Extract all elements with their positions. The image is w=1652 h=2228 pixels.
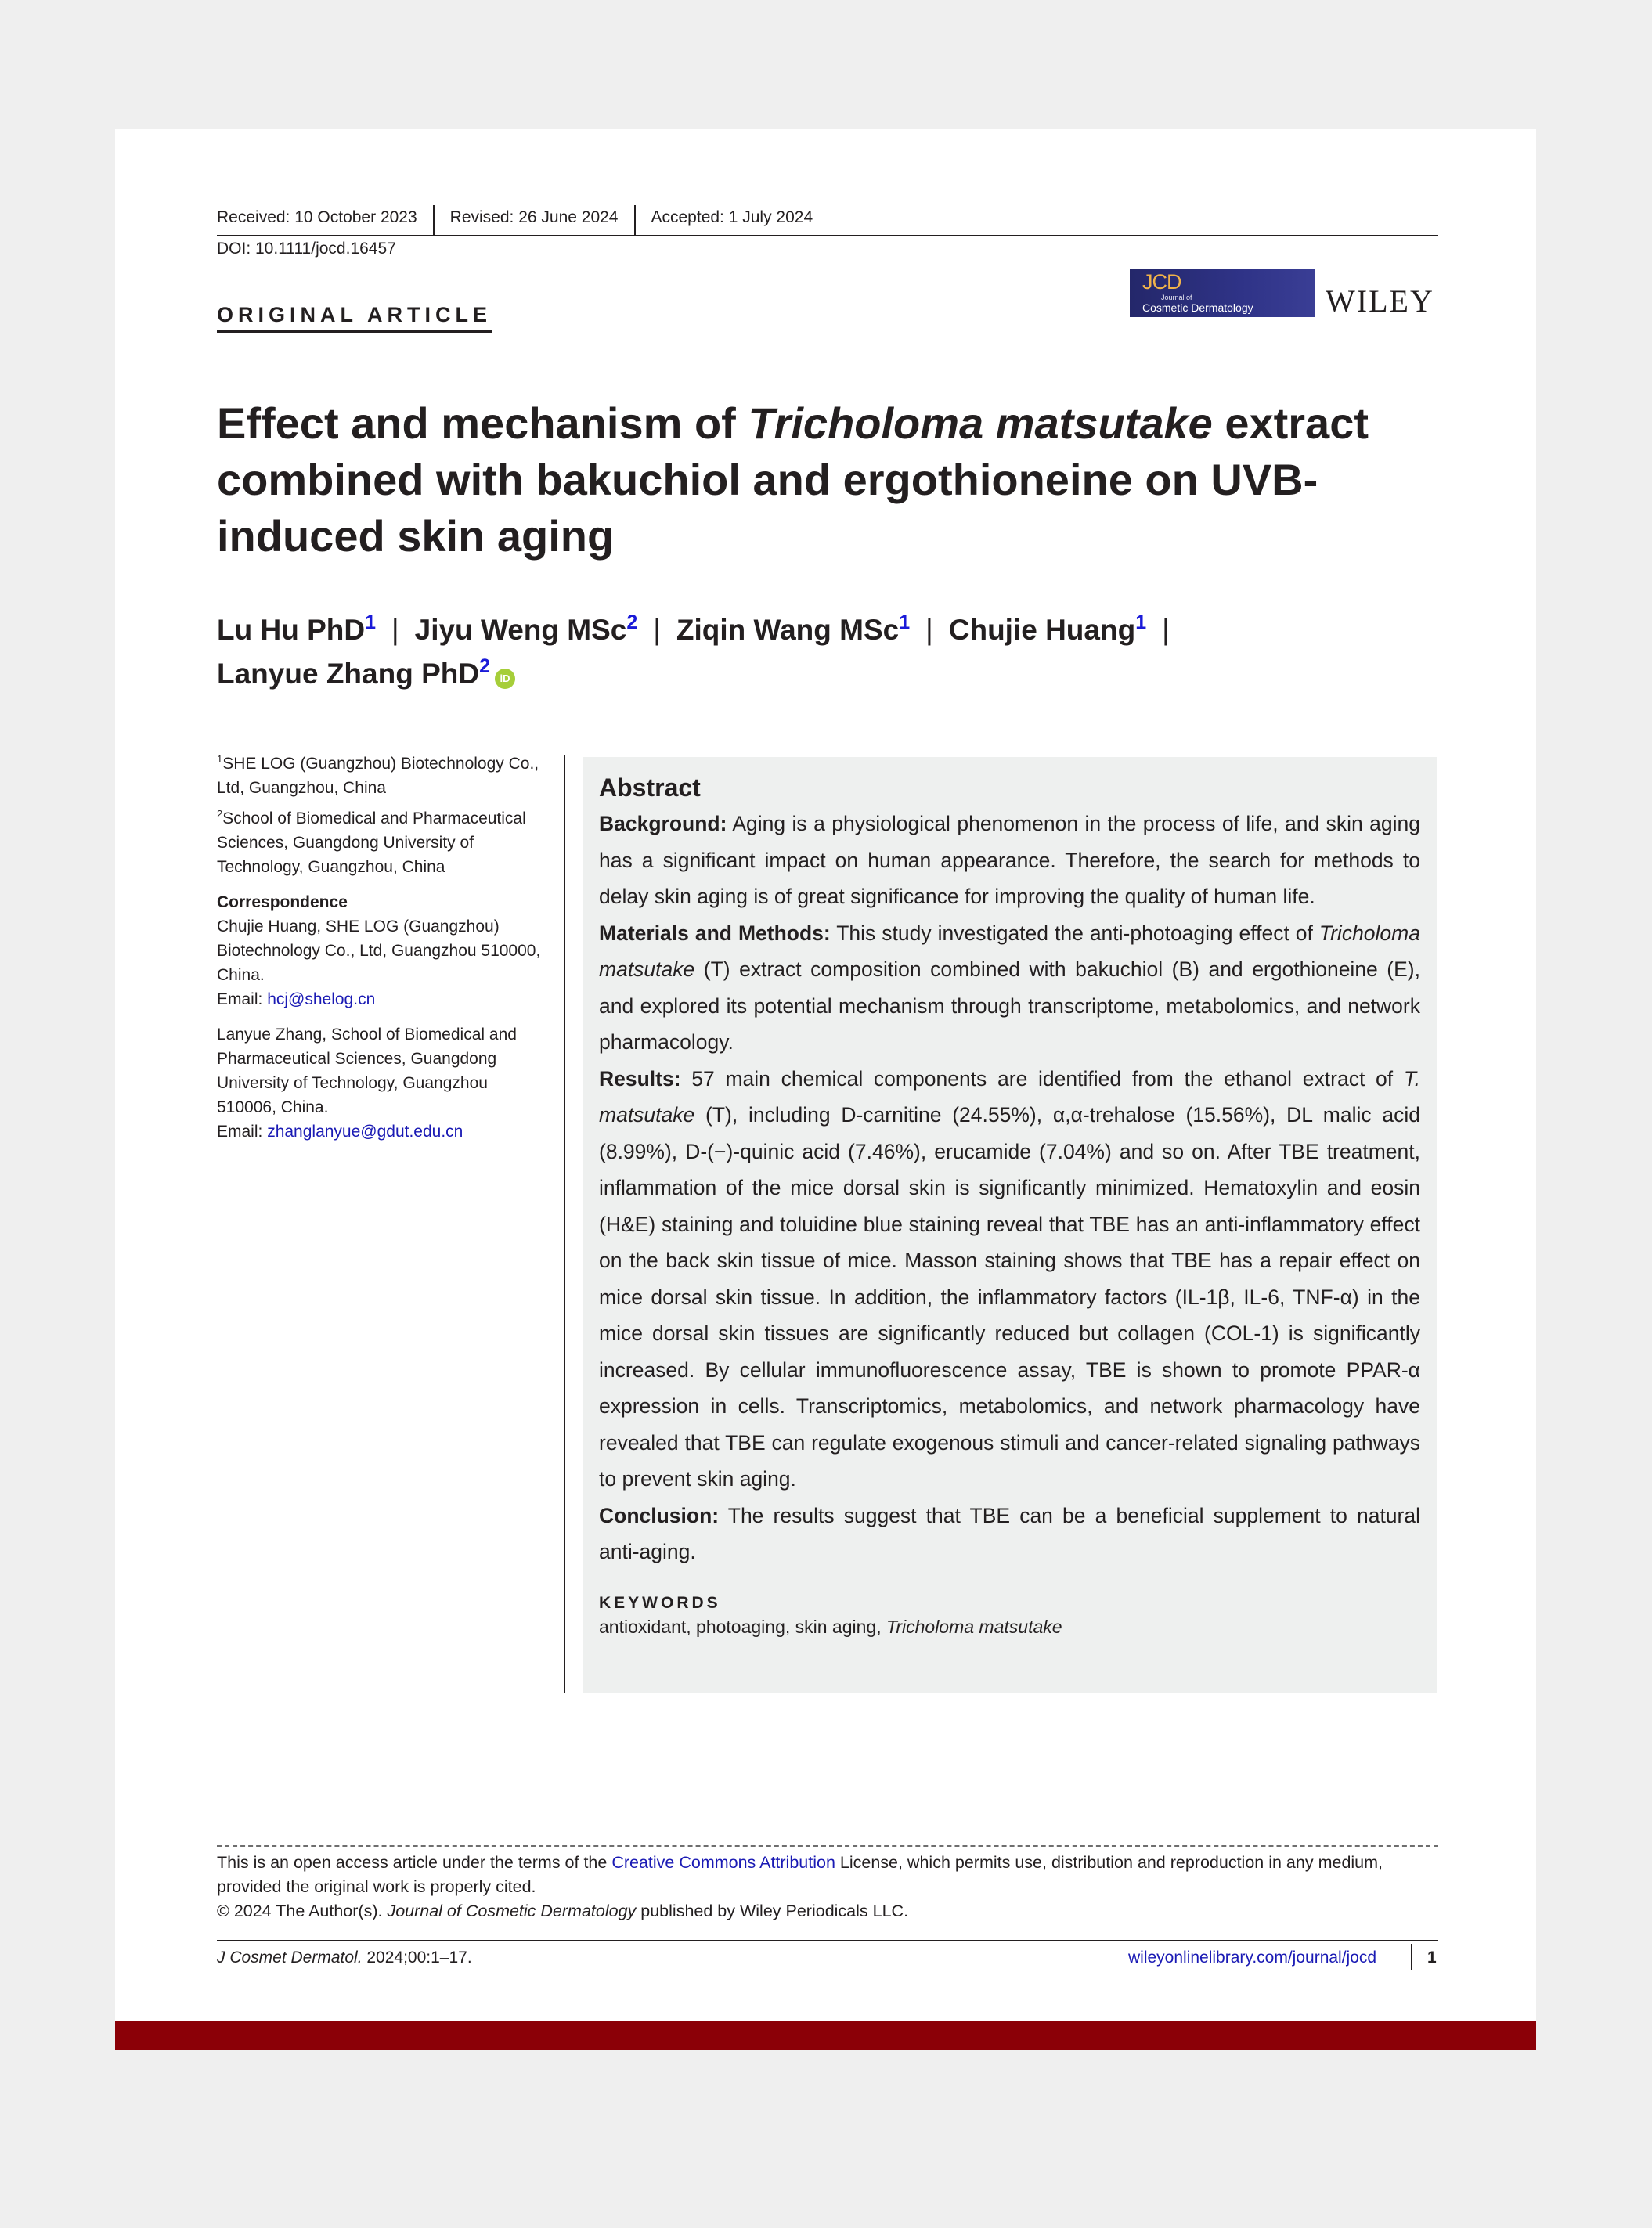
received-date: Received: 10 October 2023 [217,208,417,226]
section-text: Aging is a physiological phenomenon in the process of life, and skin aging has a significant impact on human appearance. Therefore, the search for methods to delay skin aging is of great significance for improving the quality of human life. [599,812,1420,908]
license-notice [217,1851,1446,1923]
copyright-journal: Journal of Cosmetic Dermatology [387,1902,637,1920]
journal-logo-abbrev: JCD [1142,270,1181,294]
abstract-heading: Abstract [599,773,701,802]
affiliation-item [217,752,546,800]
affiliation-number: 1 [217,753,223,765]
section-label: Conclusion: [599,1503,720,1527]
email-link[interactable]: hcj@shelog.cn [267,990,376,1008]
citation-details: 2024;00:1–17. [362,1949,472,1967]
author-separator: | [925,614,933,646]
abstract-methods [599,915,1420,1061]
author-name: Ziqin Wang MSc [676,614,900,646]
journal-logo-name: Cosmetic Dermatology [1142,301,1253,314]
affiliations-sidebar [217,752,546,1150]
author-name: Lanyue Zhang PhD [217,658,480,690]
species-name: Tricholoma matsutake [599,921,1420,981]
author-name: Jiyu Weng MSc [414,614,627,646]
copyright-part: published by Wiley Periodicals LLC. [636,1902,909,1920]
abstract-background [599,806,1420,915]
page-number: 1 [1427,1949,1437,1967]
affiliation-marker[interactable]: 2 [626,611,638,633]
title-part2: extract combined with bakuchiol and ergothioneine on UVB-induced skin aging [217,398,1369,561]
abstract-results [599,1061,1420,1498]
email-label: Email: [217,990,268,1008]
correspondence-text: Chujie Huang, SHE LOG (Guangzhou) Biotechnology Co., Ltd, Guangzhou 510000, China. [217,918,541,984]
author[interactable] [948,611,1147,646]
title-italic: Tricholoma matsutake [748,398,1213,448]
correspondence-entry [217,914,546,1011]
author-name: Lu Hu PhD [217,614,366,646]
author[interactable] [217,611,376,646]
abstract-body [599,806,1420,1570]
affiliation-text: SHE LOG (Guangzhou) Biotechnology Co., Ltd, Guangzhou, China [217,755,539,797]
bottom-color-bar [115,2021,1536,2050]
section-label: Background: [599,812,727,835]
keywords-text: antioxidant, photoaging, skin aging, [599,1616,886,1637]
author[interactable] [217,655,490,690]
affiliation-marker[interactable]: 1 [1135,611,1147,633]
section-text: (T), including D-carnitine (24.55%), α,α-trehalose (15.56%), DL malic acid (8.99%), D-(−)-quinic acid (7.46%), erucamide (7.04%) and so on. After TBE treatment, inflammation of the mice dorsal skin is significantly minimized. Hematoxylin and eosin (H&E) staining and toluidine blue staining reveal that TBE has an anti-inflammatory effect on the back skin tissue of mice. Masson staining shows that TBE has a repair effect on mice dorsal skin tissue. In addition, the inflammatory factors (IL-1β, IL-6, TNF-α) in the mice dorsal skin tissues are significantly reduced but collagen (COL-1) is significantly increased. By cellular immunofluorescence assay, TBE is shown to promote PPAR-α expression in cells. Transcriptomics, metabolomics, and network pharmacology have revealed that TBE can regulate exogenous stimuli and cancer-related signaling pathways to prevent skin aging. [599,1103,1420,1491]
section-text: This study investigated the anti-photoaging effect of [830,921,1319,945]
section-label: Results: [599,1066,681,1091]
sidebar-divider [564,755,565,1693]
license-text [217,1851,1446,1899]
publisher-logo[interactable]: WILEY [1326,283,1434,319]
affiliation-marker[interactable]: 1 [365,611,376,633]
license-text-part: This is an open access article under the terms of the [217,1853,612,1872]
keywords-list [599,1614,1420,1639]
correspondence-entry [217,1022,546,1144]
journal-logo[interactable] [1130,269,1315,317]
author[interactable] [414,611,638,646]
article-dates [217,205,1438,236]
section-label: Materials and Methods: [599,921,831,945]
revised-date: Revised: 26 June 2024 [433,205,634,235]
author-separator: | [391,614,399,646]
doi[interactable]: DOI: 10.1111/jocd.16457 [217,240,396,258]
section-text: The results suggest that TBE can be a beneficial supplement to natural anti-aging. [599,1503,1420,1563]
journal-website-link[interactable]: wileyonlinelibrary.com/journal/jocd [1128,1949,1377,1967]
species-name: T. matsutake [599,1066,1420,1127]
footnote-divider [217,1845,1438,1847]
section-text: (T) extract composition combined with bakuchiol (B) and ergothioneine (E), and explored its potential mechanism through transcriptome, metabolomics, and network pharmacology. [599,957,1420,1054]
author-name: Chujie Huang [948,614,1136,646]
article-page [115,129,1536,2050]
copyright-part: © 2024 The Author(s). [217,1902,388,1920]
affiliation-item [217,806,546,879]
abstract-conclusion [599,1498,1420,1570]
email-label: Email: [217,1123,268,1141]
affiliation-marker[interactable]: 1 [899,611,911,633]
page-number-divider [1411,1944,1412,1970]
section-text: 57 main chemical components are identified from the ethanol extract of [680,1066,1404,1091]
author-list [217,608,1438,696]
abstract-box [583,757,1437,1693]
affiliation-number: 2 [217,808,223,820]
copyright-text [217,1899,1446,1923]
keyword-species: Tricholoma matsutake [886,1616,1062,1637]
correspondence-text: Lanyue Zhang, School of Biomedical and Pharmaceutical Sciences, Guangdong University of Technology, Guangzhou 510006, China. [217,1026,517,1116]
license-text-part: License, which permits use, distribution and reproduction in any medium, provided the original work is properly cited. [217,1853,1383,1896]
article-type: ORIGINAL ARTICLE [217,303,492,333]
creative-commons-link[interactable]: Creative Commons Attribution [611,1853,835,1872]
footer-divider [217,1940,1438,1941]
journal-logo-journal-of: Journal of [1161,294,1192,301]
article-title [217,395,1470,564]
citation-journal: J Cosmet Dermatol. [217,1949,363,1967]
correspondence-heading: Correspondence [217,893,348,911]
affiliation-text: School of Biomedical and Pharmaceutical Sciences, Guangdong University of Technology, Guangzhou, China [217,809,526,876]
email-link[interactable]: zhanglanyue@gdut.edu.cn [267,1123,463,1141]
affiliation-marker[interactable]: 2 [479,655,490,677]
accepted-date: Accepted: 1 July 2024 [634,205,829,235]
title-part1: Effect and mechanism of [217,398,748,448]
citation [217,1949,472,1967]
author-separator: | [1162,614,1170,646]
orcid-icon[interactable]: iD [495,669,515,689]
author-separator: | [653,614,661,646]
keywords-heading: KEYWORDS [599,1593,721,1612]
author[interactable] [676,611,911,646]
